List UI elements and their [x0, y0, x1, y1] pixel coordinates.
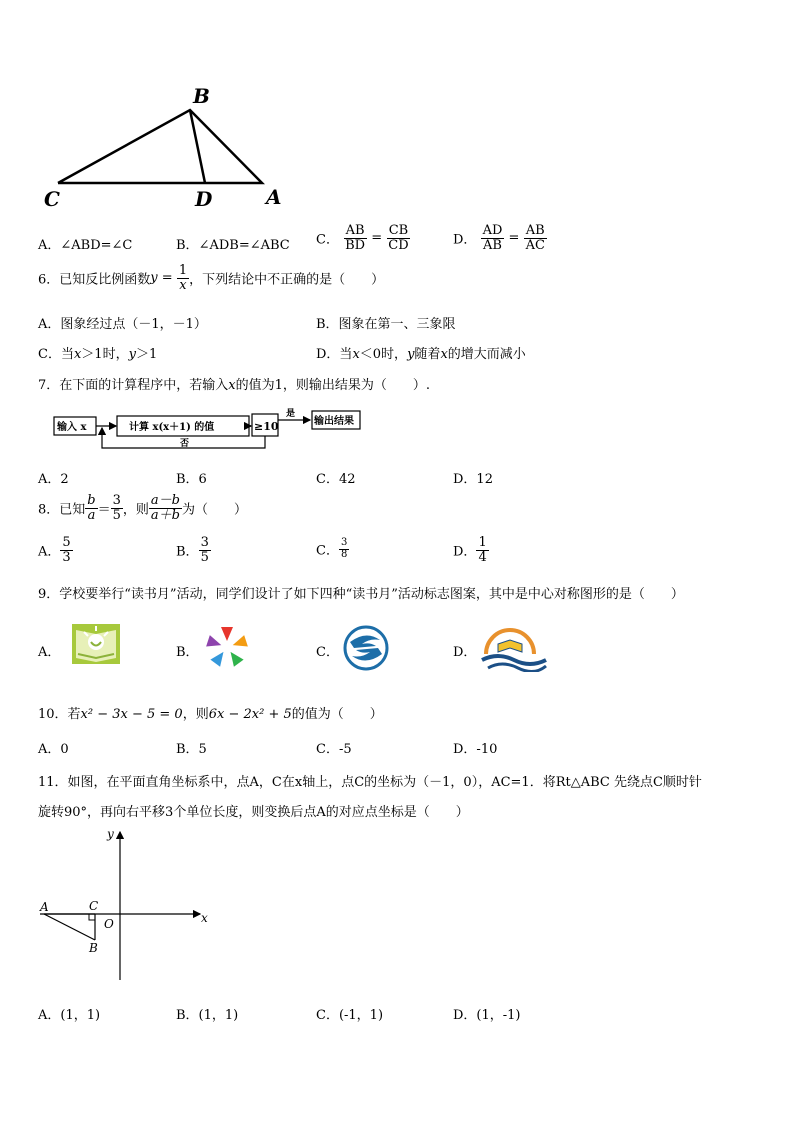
q6-d3: 随着	[414, 347, 441, 362]
q10-eq2: 6x − 2x² + 5	[208, 707, 292, 722]
q7-option-b[interactable]: B．6	[176, 472, 207, 487]
q9-option-c-letter[interactable]: C．	[316, 645, 339, 660]
q8-frac-expr	[149, 494, 182, 522]
q6-c3: ＞1	[135, 347, 158, 362]
q5-c-eq: =	[371, 230, 383, 246]
q9-stem: 9．学校要举行“读书月”活动，同学们设计了如下四种“读书月”活动标志图案，其中是中心对称图形的是（ ）	[38, 587, 684, 602]
q11-option-b[interactable]: B．(1，1)	[176, 1008, 239, 1023]
q5-d-den1: AB	[483, 237, 502, 253]
q5-a-text: ∠ABD=∠C	[60, 238, 133, 253]
q5-option-a[interactable]	[38, 234, 132, 253]
flow-no-label: 否	[180, 439, 190, 449]
q6-eq: =	[157, 270, 177, 286]
q8-f1d: a	[87, 507, 96, 523]
fig-x-label: x	[201, 911, 208, 925]
q8-d-den: 4	[478, 549, 487, 565]
q6-d-y: y	[407, 347, 415, 362]
q8-c-den: 8	[340, 548, 348, 560]
q7-option-d[interactable]: D．12	[453, 472, 493, 487]
logo-d-book-waves-icon[interactable]	[478, 624, 548, 672]
q8-a-num: 5	[62, 535, 71, 550]
flow-calc-label: 计算 x(x＋1) 的值	[129, 422, 215, 433]
q5-d-den2: AC	[525, 237, 545, 253]
q8-c-letter: C．	[316, 543, 339, 559]
q5-a-letter: A．	[38, 238, 61, 253]
q10-option-c[interactable]: C．-5	[316, 742, 352, 757]
q8-option-d[interactable]	[453, 536, 489, 564]
q6-num: 1	[178, 263, 188, 278]
q6-frac	[177, 264, 189, 292]
q10-eq1: x² − 3x − 5 = 0	[80, 707, 183, 722]
q10-pre: 10．若	[38, 707, 81, 722]
q7-x: x	[228, 378, 236, 393]
q8-frac-ba	[85, 494, 97, 522]
fig-o-label: O	[104, 917, 114, 931]
fig-c-label: C	[89, 899, 99, 913]
q11-option-a[interactable]: A．(1，1)	[38, 1008, 101, 1023]
segment-ab	[44, 914, 95, 940]
q5-b-letter: B．	[176, 238, 199, 253]
q6-option-b[interactable]: B．图象在第一、三象限	[316, 317, 456, 332]
q5-c-frac1	[343, 224, 367, 252]
q11-coordinate-figure	[34, 822, 224, 988]
q8-b-num: 3	[200, 535, 209, 550]
fig-b-label: B	[89, 941, 98, 955]
segment-bd	[190, 110, 205, 183]
q8-f3d: a＋b	[150, 507, 180, 523]
q5-d-letter: D．	[453, 232, 477, 248]
right-angle-mark	[89, 914, 95, 920]
q6-d1: D．当	[316, 347, 353, 362]
flow-output-label: 输出结果	[314, 416, 354, 427]
label-a: A	[266, 185, 282, 209]
q5-c-letter: C．	[316, 232, 339, 248]
q10-stem	[38, 703, 383, 722]
q8-eq: ＝	[97, 502, 111, 518]
q11-stem-line2: 旋转90°，再向右平移3个单位长度，则变换后点A的对应点坐标是（ ）	[38, 805, 469, 820]
label-b: B	[193, 84, 210, 108]
label-c: C	[44, 187, 60, 211]
logo-a-book-sun-icon[interactable]	[70, 622, 122, 666]
q5-d-frac2	[524, 224, 547, 252]
q8-pre: 8．已知	[38, 502, 86, 518]
q5-d-eq: =	[508, 230, 520, 246]
q8-stem	[38, 494, 247, 522]
q6-d-x2: x	[440, 347, 448, 362]
q8-frac-35	[111, 494, 123, 522]
q6-c1: C．当	[38, 347, 74, 362]
q10-option-a[interactable]: A．0	[38, 742, 69, 757]
q5-d-num1: AD	[482, 223, 503, 238]
q8-option-b[interactable]	[176, 536, 211, 564]
q9-option-b-letter[interactable]: B．	[176, 645, 199, 660]
q8-f1n: b	[87, 493, 96, 508]
q8-d-letter: D．	[453, 544, 477, 560]
triangle-figure	[40, 80, 290, 215]
logo-b-flower-books-icon[interactable]	[202, 622, 252, 672]
q6-y: y	[150, 270, 158, 286]
q8-c-frac	[339, 538, 349, 560]
q8-d-frac	[476, 536, 488, 564]
q8-a-letter: A．	[38, 544, 61, 560]
q8-option-a[interactable]	[38, 536, 73, 564]
q6-d2: ＜0时，	[359, 347, 408, 362]
q8-mid: ，则	[122, 502, 149, 518]
q5-option-c[interactable]	[316, 224, 411, 252]
q9-option-a-letter[interactable]: A．	[38, 645, 61, 660]
q8-f2d: 5	[112, 507, 121, 523]
triangle-outline	[58, 110, 262, 183]
q10-option-b[interactable]: B．5	[176, 742, 207, 757]
q5-option-d[interactable]	[453, 224, 547, 252]
q5-c-num2: CB	[388, 223, 409, 238]
q5-option-b[interactable]	[176, 234, 290, 253]
q8-post: 为（ ）	[182, 502, 248, 518]
fig-y-label: y	[107, 827, 114, 841]
q5-d-frac1	[481, 224, 505, 252]
q5-c-frac2	[386, 224, 410, 252]
flow-cond-label: ≥10	[254, 420, 279, 433]
q6-option-a[interactable]: A．图象经过点（－1，－1）	[38, 317, 207, 332]
q7-option-c[interactable]: C．42	[316, 472, 356, 487]
q6-pre: 6．已知反比例函数	[38, 272, 151, 288]
q5-c-den1: BD	[345, 237, 366, 253]
q5-c-num1: AB	[345, 223, 365, 238]
flow-input-label: 输入 x	[57, 422, 87, 433]
q8-c-num: 3	[340, 537, 348, 548]
q8-d-num: 1	[478, 535, 487, 550]
q10-option-d[interactable]: D．-10	[453, 742, 498, 757]
q5-b-text: ∠ADB=∠ABC	[198, 238, 290, 253]
q8-f2n: 3	[112, 493, 121, 508]
q5-d-num2: AB	[525, 223, 545, 238]
q6-c2: ＞1时，	[81, 347, 129, 362]
label-d: D	[195, 187, 213, 211]
q6-c-x: x	[73, 347, 82, 362]
q6-post: ，下列结论中不正确的是（ ）	[189, 272, 385, 288]
q7-option-a[interactable]: A．2	[38, 472, 69, 487]
q8-option-c[interactable]	[316, 538, 349, 560]
q11-option-d[interactable]: D．(1，-1)	[453, 1008, 521, 1023]
q8-b-frac	[199, 536, 211, 564]
q5-c-den2: CD	[388, 237, 409, 253]
q6-stem	[38, 264, 384, 292]
q9-option-d-letter[interactable]: D．	[453, 645, 477, 660]
q6-den: x	[179, 277, 187, 293]
q8-a-frac	[60, 536, 72, 564]
fig-a-label: A	[40, 900, 49, 914]
q7-pre: 7．在下面的计算程序中，若输入	[38, 378, 229, 393]
q6-d-x: x	[352, 347, 360, 362]
flow-yes-label: 是	[286, 409, 296, 419]
q8-b-den: 5	[200, 549, 209, 565]
logo-c-hands-circle-icon[interactable]	[340, 624, 392, 672]
q6-option-d[interactable]	[316, 343, 526, 362]
q10-mid: ，则	[182, 707, 209, 722]
q6-option-c[interactable]	[38, 343, 157, 362]
q7-flowchart	[50, 405, 370, 455]
q6-d4: 的增大而减小	[447, 347, 526, 362]
q8-a-den: 3	[62, 549, 71, 565]
q6-c-y: y	[128, 347, 136, 362]
q8-f3n: a－b	[150, 493, 180, 508]
q8-b-letter: B．	[176, 544, 199, 560]
q7-stem	[38, 374, 430, 393]
q7-post: 的值为1，则输出结果为（ ）.	[235, 378, 431, 393]
q11-stem-line1: 11．如图，在平面直角坐标系中，点A，C在x轴上，点C的坐标为（－1，0），AC=1．将Rt△ABC 先绕点C顺时针	[38, 775, 702, 790]
q10-post: 的值为（ ）	[291, 707, 383, 722]
q11-option-c[interactable]: C．(-1，1)	[316, 1008, 384, 1023]
